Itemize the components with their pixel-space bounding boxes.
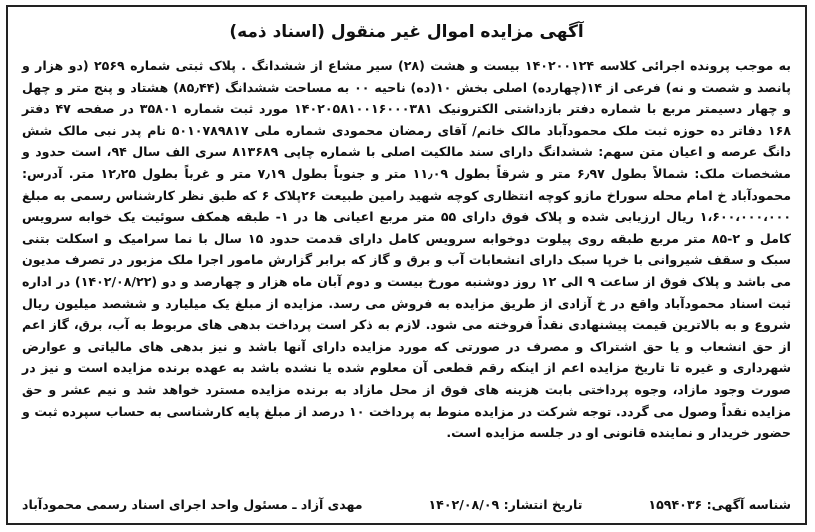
signature: مهدی آزاد ـ مسئول واحد اجرای اسناد رسمی محمودآباد bbox=[22, 497, 363, 512]
notice-id: شناسه آگهی: ۱۵۹۴۰۳۶ bbox=[648, 497, 791, 512]
notice-footer bbox=[22, 495, 791, 515]
notice-body: به موجب پرونده اجرائی کلاسه ۱۴۰۲۰۰۱۲۴ بیست و هشت (۲۸) سیر مشاع از ششدانگ . پلاک ثبتی شماره ۲۵۶۹ (دو هزار و پانصد و شصت و نه) فرعی از ۱۴(چهارده) اصلی بخش ۱۰(ده) ناحیه ۰۰ به مساحت ششدانگ (۸۵٫۴۴) هشتاد و پنج متر و چهل و چهار دسیمتر مربع با شماره دفتر بازداشتی الکترونیک ۱۴۰۲۰۵۸۱۰۰۱۶۰۰۰۳۸۱ مورد ثبت شماره ۳۵۸۰۱ در صفحه ۴۷ دفتر ۱۶۸ دفاتر ده حوزه ثبت ملک محمودآباد مالک خانم/ آقای رمضان محمودی شماره ملی ۵۰۱۰۷۸۹۸۱۷ نام پدر نبی مالک شش دانگ عرصه و اعیان متن سهم: ششدانگ دارای سند مالکیت اصلی با شماره چاپی ۸۱۳۶۸۹ سری الف سال ۹۴، است حدود و مشخصات ملک: شمالاً بطول ۶٫۹۷ متر و شرقاً بطول ۱۱٫۰۹ متر و جنوباً بطول ۷٫۱۹ متر و غرباً بطول ۱۲٫۲۵ متر. آدرس: محمودآباد خ امام محله سوراخ مازو کوچه انتظاری کوچه شهید رامین طبیعت ۲۶پلاک ۶ که طبق نظر کارشناس رسمی به مبلغ ۱،۶۰۰،۰۰۰،۰۰۰ ریال ارزیابی شده و پلاک فوق دارای ۵۵ متر مربع اعیانی ها در ۱- طبقه همکف سوئیت یک خوابه سرویس کامل و ۲-۸۵ متر مربع طبقه روی پیلوت دوخوابه سرویس کامل دارای قدمت حدود ۱۵ سال با نما سرامیک و اسکلت بتنی سبک و سقف شیروانی با خرپا سبک دارای انشعابات آب و برق و گاز که برابر گزارش مامور اجرا ملک مزبور در تصرف مدیون می باشد و پلاک فوق از ساعت ۹ الی ۱۲ روز دوشنبه مورخ بیست و دوم آبان ماه هزار و چهارصد و دو (۱۴۰۲/۰۸/۲۲) در اداره ثبت اسناد محمودآباد واقع در خ آزادی از طریق مزایده به فروش می رسد. مزایده از مبلغ یک میلیارد و ششصد میلیون ریال شروع و به بالاترین قیمت پیشنهادی نقداً فروخته می شود. لازم به ذکر است پرداخت بدهی های مربوط به آب، برق، گاز اعم از حق انشعاب و یا حق اشتراک و مصرف در صورتی که مورد مزایده دارای آنها باشد و نیز بدهی های مالیاتی و عوارض شهرداری و غیره تا تاریخ مزایده اعم از اینکه رقم قطعی آن معلوم شده یا نشده باشد به عهده برنده مزایده است و نیز در صورت وجود مازاد، وجوه پرداختی بابت هزینه های فوق از محل مازاد به برنده مزایده مسترد خواهد شد و نیم عشر و حق مزایده نقداً وصول می گردد. توجه شرکت در مزایده منوط به پرداخت ۱۰ درصد از مبلغ پایه کارشناسی به حساب سپرده ثبت و حضور خریدار و نماینده قانونی او در جلسه مزایده است. bbox=[22, 58, 792, 441]
notice-title: آگهی مزایده اموال غیر منقول (اسناد ذمه) bbox=[229, 22, 584, 42]
auction-notice bbox=[6, 5, 807, 525]
publish-date: تاریخ انتشار: ۱۴۰۲/۰۸/۰۹ bbox=[428, 497, 583, 512]
